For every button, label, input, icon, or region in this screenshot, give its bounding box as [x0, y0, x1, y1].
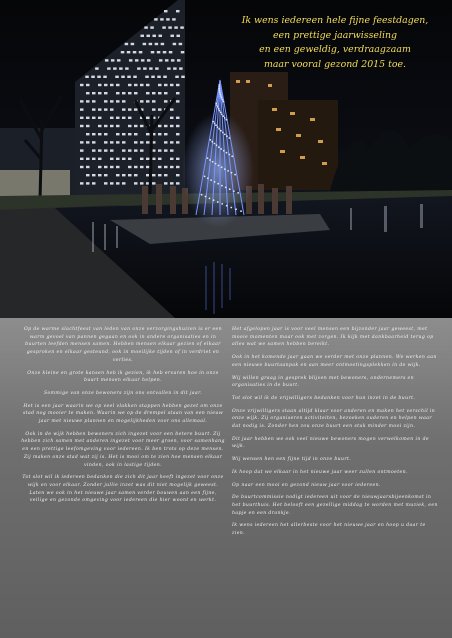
paragraph: Het afgelopen jaar is voor veel mensen een bijzonder jaar geweest, met mooie momenten maar ook met zorgen. Ik kijk met dankbaarheid terug op alles wat we samen hebben bereikt. [232, 327, 434, 348]
paragraph: Tot slot wil ik iedereen bedanken die zich dit jaar heeft ingezet voor onze wijk en voor elkaar. Zonder jullie inzet was dit niet mogelijk geweest. Laten we ook in het nieuwe jaar samen verder bouwen aan een fijne, veilige en gezonde omgeving voor iedereen die hier woont en werkt. [22, 475, 224, 504]
paragraph: Wij willen graag in gesprek blijven met bewoners, ondernemers en organisaties in de buurt. [232, 375, 415, 389]
paragraph: Sommige van onze bewoners zijn ons ontvallen in dit jaar. [43, 390, 203, 396]
greeting-line: Ik wens iedereen hele fijne feestdagen, [241, 15, 429, 26]
greeting-line: een prettige jaarwisseling [272, 29, 397, 41]
paragraph: Ik hoop dat we elkaar in het nieuwe jaar weer zullen ontmoeten. [232, 469, 408, 475]
left-column [20, 326, 226, 510]
paragraph: Ook in de wijk hebben bewoners zich ingezet voor een betere buurt. Zij hebben zich samen met anderen ingezet voor meer groen, voor samenhang en een prettige leefomgeving voor iedereen. Ik ben trots op deze mensen. Zij maken onze stad wat zij is. Het is mooi om te zien hoe mensen elkaar vinden, ook in lastige tijden. [21, 431, 225, 468]
paragraph: Tot slot wil ik de vrijwilligers bedanken voor hun inzet in de buurt. [232, 395, 416, 401]
greeting-line: en een geweldig, verdraagzaam [259, 44, 411, 55]
paragraph: Ook in het komende jaar gaan we verder met onze plannen. We werken aan een nieuwe buurtaanpak en aan meer ontmoetingsplekken in de wijk. [232, 355, 437, 368]
night-photo [0, 0, 452, 318]
paragraph: Onze vrijwilligers staan altijd klaar voor anderen en maken het verschil in onze wijk. Zij organiseren activiteiten, bezoeken ouderen en helpen waar dat nodig is. Zonder hen zou onze buurt een stuk minder mooi zijn. [232, 408, 436, 430]
apartment-block [75, 0, 185, 195]
paragraph: Dit jaar hebben we ook veel nieuwe bewoners mogen verwelkomen in de wijk. [232, 436, 430, 450]
paragraph: Wij wensen hen een fijne tijd in onze buurt. [232, 457, 352, 463]
text-area [0, 318, 452, 638]
paragraph: Onze kleine en grote kansen heb ik gezien, ik heb ervaren hoe in onze buurt mensen elkaar helpen. [27, 370, 219, 384]
paragraph: De buurtcommissie nodigt iedereen uit voor de nieuwjaarsbijeenkomst in het buurthuis. Het belooft een gezellige middag te worden met muziek, een hapje en een drankje. [232, 495, 438, 516]
paragraph: Op de warme slachtfeest van leden van onze verzorgingshuizen is er een warm gevoel van pannen gegaan en ook in andere organisaties en in buurten leefden mensen samen. Hebben mensen elkaar gezien of elkaar gesproken en elkaar gesteund, ook in moeilijke tijden of in verdriet en verlies. [23, 327, 223, 363]
paragraph: Het is een jaar waarin we op veel vlakken stappen hebben gezet om onze stad nog mooier te maken. Waarin we op de drempel staan van een nieuw jaar met nieuwe plannen en mogelijkheden voor ons allemaal. [22, 403, 224, 425]
greeting-line: maar vooral gezond 2015 toe. [263, 58, 407, 70]
paragraph: Ik wens iedereen het allerbeste voor het nieuwe jaar en hoop u daar te zien. [232, 523, 426, 537]
greeting-text [232, 14, 438, 72]
right-column [232, 326, 438, 543]
paragraph: Op naar een mooi en gezond nieuw jaar voor iedereen. [232, 482, 381, 488]
